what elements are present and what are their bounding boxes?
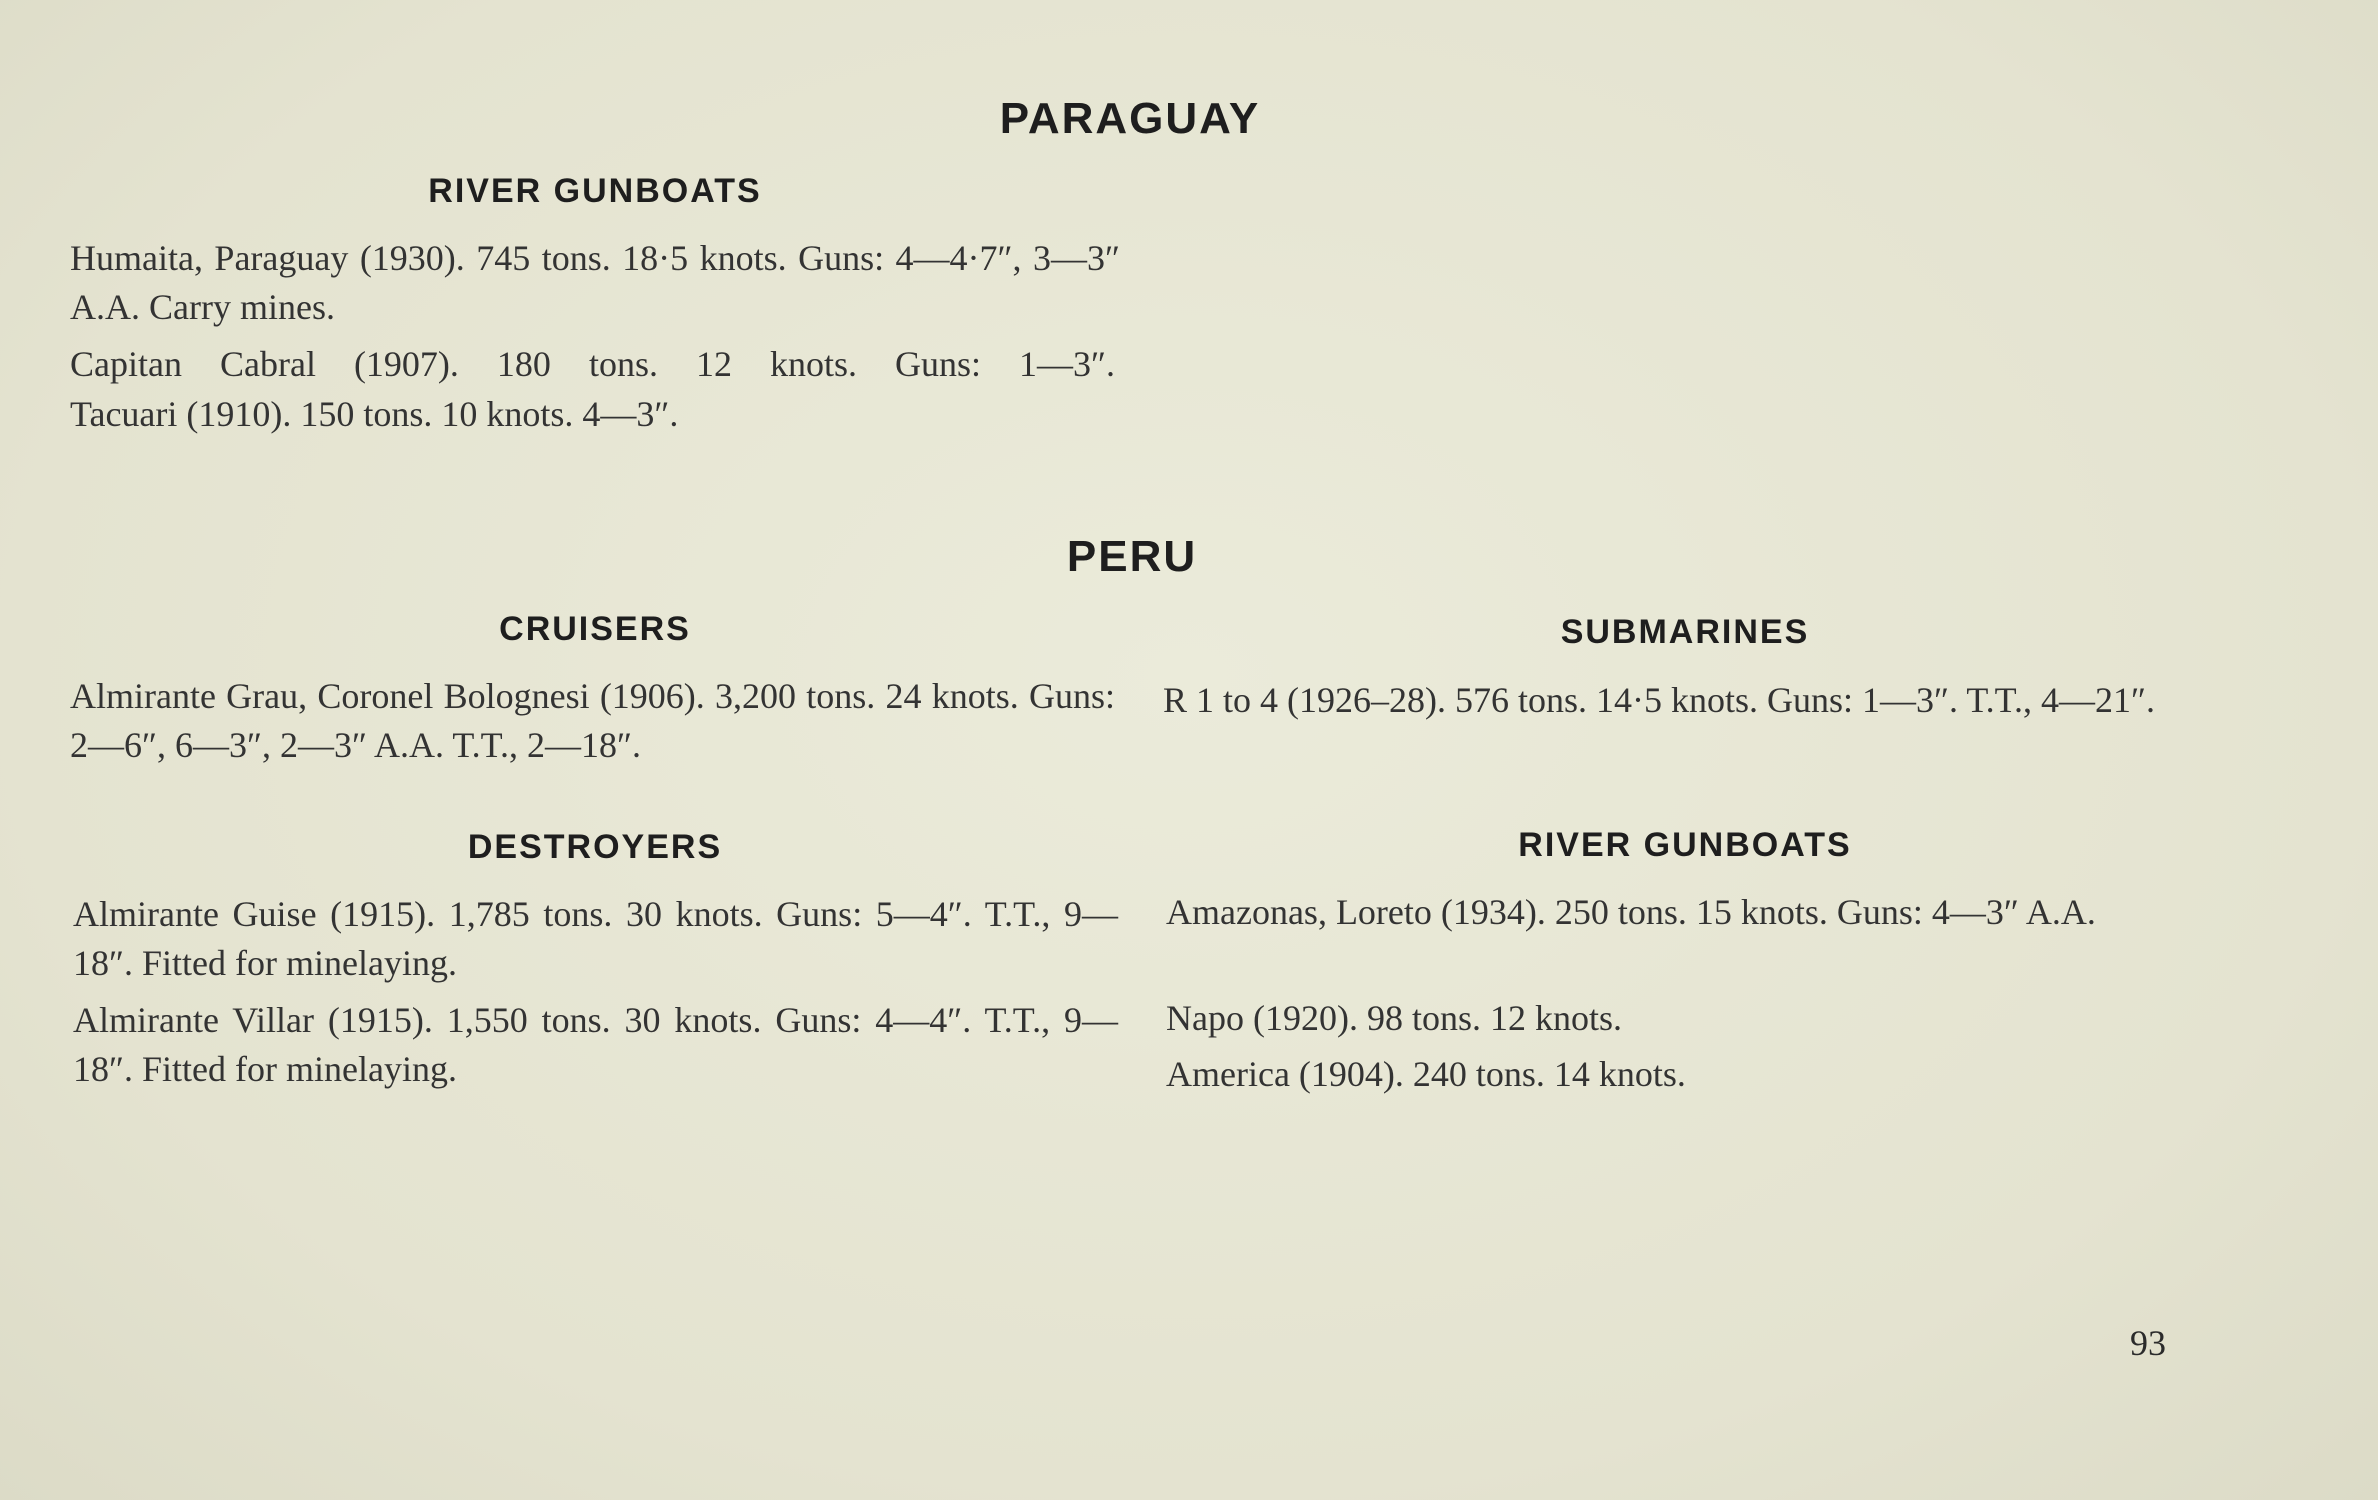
- entry-napo: Napo (1920). 98 tons. 12 knots.: [1166, 998, 1622, 1038]
- country-title-paraguay: PARAGUAY: [999, 94, 1261, 143]
- entry-r1-to-4: R 1 to 4 (1926–28). 576 tons. 14·5 knots. Guns: 1—3″. T.T., 4—21″.: [1163, 680, 2155, 720]
- page-number: 93: [2130, 1323, 2166, 1363]
- entry-almirante-villar: Almirante Villar (1915). 1,550 tons. 30 knots. Guns: 4—4″. T.T., 9—18″. Fitted for minelaying.: [73, 1000, 1118, 1089]
- section-heading-cruisers: CRUISERS: [499, 610, 691, 648]
- section-heading-destroyers: DESTROYERS: [467, 828, 723, 866]
- section-heading-paraguay-river-gunboats: RIVER GUNBOATS: [428, 172, 762, 210]
- entry-tacuari: Tacuari (1910). 150 tons. 10 knots. 4—3″.: [70, 394, 679, 434]
- entry-almirante-grau: Almirante Grau, Coronel Bolognesi (1906). 3,200 tons. 24 knots. Guns: 2—6″, 6—3″, 2—3″ A.A. T.T., 2—18″.: [70, 676, 1115, 765]
- section-heading-submarines: SUBMARINES: [1560, 613, 1810, 651]
- country-title-peru: PERU: [1066, 532, 1198, 581]
- entry-almirante-guise: Almirante Guise (1915). 1,785 tons. 30 knots. Guns: 5—4″. T.T., 9—18″. Fitted for minelaying.: [73, 894, 1118, 983]
- entry-capitan-cabral: Capitan Cabral (1907). 180 tons. 12 knots. Guns: 1—3″.: [70, 344, 1115, 384]
- section-heading-peru-river-gunboats: RIVER GUNBOATS: [1518, 826, 1852, 864]
- entry-amazonas-loreto: Amazonas, Loreto (1934). 250 tons. 15 knots. Guns: 4—3″ A.A.: [1166, 892, 2096, 932]
- entry-america: America (1904). 240 tons. 14 knots.: [1166, 1054, 1686, 1094]
- entry-humaita: Humaita, Paraguay (1930). 745 tons. 18·5 knots. Guns: 4—4·7″, 3—3″ A.A. Carry mines.: [70, 238, 1120, 327]
